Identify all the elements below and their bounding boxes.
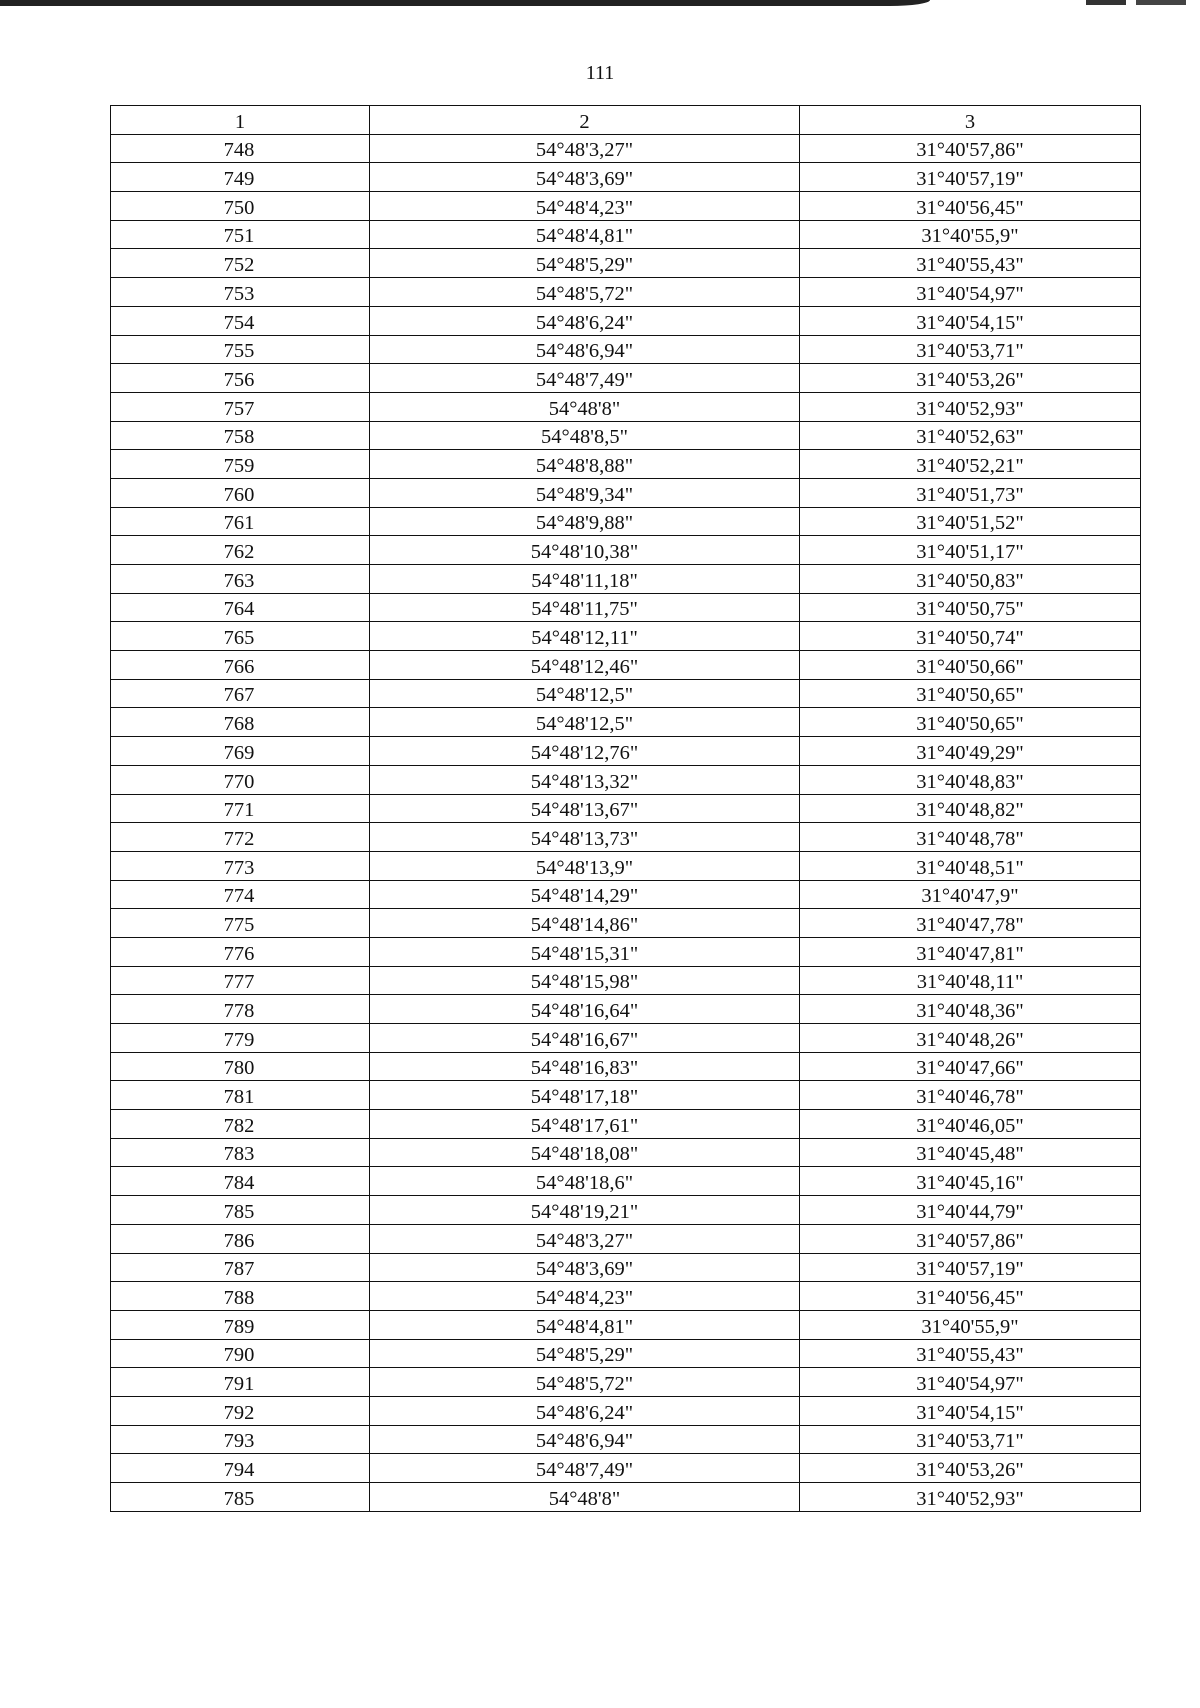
latitude-cell: 54°48'16,64" bbox=[370, 995, 800, 1024]
latitude-cell: 54°48'4,23" bbox=[370, 1282, 800, 1311]
longitude-cell: 31°40'55,9" bbox=[800, 1310, 1141, 1339]
longitude-cell: 31°40'56,45" bbox=[800, 1282, 1141, 1311]
latitude-cell: 54°48'17,18" bbox=[370, 1081, 800, 1110]
longitude-cell: 31°40'48,36" bbox=[800, 995, 1141, 1024]
point-number-cell: 782 bbox=[111, 1110, 370, 1139]
point-number-cell: 789 bbox=[111, 1310, 370, 1339]
longitude-cell: 31°40'48,83" bbox=[800, 765, 1141, 794]
longitude-cell: 31°40'45,16" bbox=[800, 1167, 1141, 1196]
longitude-cell: 31°40'48,26" bbox=[800, 1024, 1141, 1053]
longitude-cell: 31°40'49,29" bbox=[800, 737, 1141, 766]
point-number-cell: 755 bbox=[111, 335, 370, 364]
latitude-cell: 54°48'6,24" bbox=[370, 1396, 800, 1425]
point-number-cell: 749 bbox=[111, 163, 370, 192]
longitude-cell: 31°40'57,19" bbox=[800, 163, 1141, 192]
latitude-cell: 54°48'6,94" bbox=[370, 335, 800, 364]
latitude-cell: 54°48'13,67" bbox=[370, 794, 800, 823]
point-number-cell: 790 bbox=[111, 1339, 370, 1368]
table-row bbox=[111, 1425, 1141, 1454]
point-number-cell: 771 bbox=[111, 794, 370, 823]
longitude-cell: 31°40'53,71" bbox=[800, 1425, 1141, 1454]
point-number-cell: 748 bbox=[111, 134, 370, 163]
point-number-cell: 770 bbox=[111, 765, 370, 794]
table-row bbox=[111, 622, 1141, 651]
longitude-cell: 31°40'51,17" bbox=[800, 536, 1141, 565]
table-body bbox=[111, 134, 1141, 1511]
table-row bbox=[111, 1081, 1141, 1110]
latitude-cell: 54°48'13,73" bbox=[370, 823, 800, 852]
latitude-cell: 54°48'4,81" bbox=[370, 1310, 800, 1339]
latitude-cell: 54°48'7,49" bbox=[370, 1454, 800, 1483]
longitude-cell: 31°40'50,65" bbox=[800, 708, 1141, 737]
longitude-cell: 31°40'55,43" bbox=[800, 1339, 1141, 1368]
table-row bbox=[111, 679, 1141, 708]
table-row bbox=[111, 249, 1141, 278]
longitude-cell: 31°40'45,48" bbox=[800, 1138, 1141, 1167]
point-number-cell: 757 bbox=[111, 392, 370, 421]
longitude-cell: 31°40'53,26" bbox=[800, 364, 1141, 393]
latitude-cell: 54°48'13,32" bbox=[370, 765, 800, 794]
point-number-cell: 792 bbox=[111, 1396, 370, 1425]
point-number-cell: 774 bbox=[111, 880, 370, 909]
longitude-cell: 31°40'54,15" bbox=[800, 1396, 1141, 1425]
longitude-cell: 31°40'54,15" bbox=[800, 306, 1141, 335]
table-row bbox=[111, 421, 1141, 450]
latitude-cell: 54°48'12,76" bbox=[370, 737, 800, 766]
table-row bbox=[111, 937, 1141, 966]
coordinates-table bbox=[110, 105, 1141, 1512]
table-row bbox=[111, 737, 1141, 766]
latitude-cell: 54°48'3,27" bbox=[370, 134, 800, 163]
table-row bbox=[111, 1196, 1141, 1225]
table-row bbox=[111, 966, 1141, 995]
table-row bbox=[111, 1024, 1141, 1053]
latitude-cell: 54°48'8" bbox=[370, 392, 800, 421]
longitude-cell: 31°40'50,66" bbox=[800, 651, 1141, 680]
point-number-cell: 781 bbox=[111, 1081, 370, 1110]
longitude-cell: 31°40'50,74" bbox=[800, 622, 1141, 651]
table-row bbox=[111, 708, 1141, 737]
table-row bbox=[111, 1052, 1141, 1081]
point-number-cell: 751 bbox=[111, 220, 370, 249]
column-header-1: 1 bbox=[111, 106, 370, 135]
scan-edge-artifact-right bbox=[1066, 0, 1186, 5]
page-number: 111 bbox=[585, 62, 615, 84]
latitude-cell: 54°48'17,61" bbox=[370, 1110, 800, 1139]
table-row bbox=[111, 1396, 1141, 1425]
longitude-cell: 31°40'47,78" bbox=[800, 909, 1141, 938]
point-number-cell: 772 bbox=[111, 823, 370, 852]
table-row bbox=[111, 134, 1141, 163]
table-row bbox=[111, 1138, 1141, 1167]
longitude-cell: 31°40'52,21" bbox=[800, 450, 1141, 479]
latitude-cell: 54°48'18,08" bbox=[370, 1138, 800, 1167]
table-row bbox=[111, 651, 1141, 680]
table-row bbox=[111, 1110, 1141, 1139]
table-row bbox=[111, 909, 1141, 938]
latitude-cell: 54°48'3,27" bbox=[370, 1224, 800, 1253]
longitude-cell: 31°40'54,97" bbox=[800, 1368, 1141, 1397]
latitude-cell: 54°48'8,5" bbox=[370, 421, 800, 450]
point-number-cell: 785 bbox=[111, 1483, 370, 1512]
table-row bbox=[111, 1224, 1141, 1253]
latitude-cell: 54°48'5,72" bbox=[370, 1368, 800, 1397]
point-number-cell: 762 bbox=[111, 536, 370, 565]
point-number-cell: 788 bbox=[111, 1282, 370, 1311]
table-row bbox=[111, 823, 1141, 852]
point-number-cell: 765 bbox=[111, 622, 370, 651]
table-row bbox=[111, 851, 1141, 880]
longitude-cell: 31°40'57,86" bbox=[800, 134, 1141, 163]
table-row bbox=[111, 392, 1141, 421]
longitude-cell: 31°40'50,75" bbox=[800, 593, 1141, 622]
latitude-cell: 54°48'15,98" bbox=[370, 966, 800, 995]
latitude-cell: 54°48'16,67" bbox=[370, 1024, 800, 1053]
point-number-cell: 775 bbox=[111, 909, 370, 938]
point-number-cell: 791 bbox=[111, 1368, 370, 1397]
latitude-cell: 54°48'8,88" bbox=[370, 450, 800, 479]
point-number-cell: 779 bbox=[111, 1024, 370, 1053]
point-number-cell: 758 bbox=[111, 421, 370, 450]
longitude-cell: 31°40'51,73" bbox=[800, 478, 1141, 507]
table-row bbox=[111, 306, 1141, 335]
point-number-cell: 763 bbox=[111, 565, 370, 594]
point-number-cell: 787 bbox=[111, 1253, 370, 1282]
latitude-cell: 54°48'19,21" bbox=[370, 1196, 800, 1225]
latitude-cell: 54°48'14,29" bbox=[370, 880, 800, 909]
latitude-cell: 54°48'3,69" bbox=[370, 163, 800, 192]
table-row bbox=[111, 478, 1141, 507]
table-row bbox=[111, 880, 1141, 909]
point-number-cell: 768 bbox=[111, 708, 370, 737]
point-number-cell: 773 bbox=[111, 851, 370, 880]
point-number-cell: 783 bbox=[111, 1138, 370, 1167]
point-number-cell: 752 bbox=[111, 249, 370, 278]
latitude-cell: 54°48'15,31" bbox=[370, 937, 800, 966]
table-row bbox=[111, 1454, 1141, 1483]
longitude-cell: 31°40'55,9" bbox=[800, 220, 1141, 249]
longitude-cell: 31°40'48,78" bbox=[800, 823, 1141, 852]
longitude-cell: 31°40'48,82" bbox=[800, 794, 1141, 823]
latitude-cell: 54°48'3,69" bbox=[370, 1253, 800, 1282]
longitude-cell: 31°40'55,43" bbox=[800, 249, 1141, 278]
column-header-3: 3 bbox=[800, 106, 1141, 135]
longitude-cell: 31°40'57,19" bbox=[800, 1253, 1141, 1282]
latitude-cell: 54°48'7,49" bbox=[370, 364, 800, 393]
table-row bbox=[111, 536, 1141, 565]
latitude-cell: 54°48'11,75" bbox=[370, 593, 800, 622]
table-row bbox=[111, 1310, 1141, 1339]
latitude-cell: 54°48'8" bbox=[370, 1483, 800, 1512]
point-number-cell: 761 bbox=[111, 507, 370, 536]
table-row bbox=[111, 1368, 1141, 1397]
table-row bbox=[111, 335, 1141, 364]
latitude-cell: 54°48'18,6" bbox=[370, 1167, 800, 1196]
table-row bbox=[111, 278, 1141, 307]
latitude-cell: 54°48'16,83" bbox=[370, 1052, 800, 1081]
point-number-cell: 760 bbox=[111, 478, 370, 507]
table-row bbox=[111, 450, 1141, 479]
table-header-row bbox=[111, 106, 1141, 135]
point-number-cell: 778 bbox=[111, 995, 370, 1024]
longitude-cell: 31°40'53,26" bbox=[800, 1454, 1141, 1483]
point-number-cell: 767 bbox=[111, 679, 370, 708]
table-row bbox=[111, 1253, 1141, 1282]
latitude-cell: 54°48'12,5" bbox=[370, 708, 800, 737]
column-header-2: 2 bbox=[370, 106, 800, 135]
point-number-cell: 756 bbox=[111, 364, 370, 393]
point-number-cell: 769 bbox=[111, 737, 370, 766]
point-number-cell: 786 bbox=[111, 1224, 370, 1253]
longitude-cell: 31°40'57,86" bbox=[800, 1224, 1141, 1253]
point-number-cell: 784 bbox=[111, 1167, 370, 1196]
latitude-cell: 54°48'12,11" bbox=[370, 622, 800, 651]
longitude-cell: 31°40'52,93" bbox=[800, 392, 1141, 421]
point-number-cell: 764 bbox=[111, 593, 370, 622]
point-number-cell: 777 bbox=[111, 966, 370, 995]
point-number-cell: 794 bbox=[111, 1454, 370, 1483]
table-row bbox=[111, 1282, 1141, 1311]
latitude-cell: 54°48'6,94" bbox=[370, 1425, 800, 1454]
table-row bbox=[111, 1339, 1141, 1368]
latitude-cell: 54°48'13,9" bbox=[370, 851, 800, 880]
table-row bbox=[111, 1483, 1141, 1512]
scan-edge-artifact bbox=[0, 0, 930, 6]
latitude-cell: 54°48'5,72" bbox=[370, 278, 800, 307]
table-row bbox=[111, 163, 1141, 192]
longitude-cell: 31°40'47,9" bbox=[800, 880, 1141, 909]
latitude-cell: 54°48'12,46" bbox=[370, 651, 800, 680]
longitude-cell: 31°40'46,78" bbox=[800, 1081, 1141, 1110]
longitude-cell: 31°40'44,79" bbox=[800, 1196, 1141, 1225]
table-row bbox=[111, 1167, 1141, 1196]
latitude-cell: 54°48'5,29" bbox=[370, 249, 800, 278]
latitude-cell: 54°48'11,18" bbox=[370, 565, 800, 594]
longitude-cell: 31°40'47,66" bbox=[800, 1052, 1141, 1081]
latitude-cell: 54°48'6,24" bbox=[370, 306, 800, 335]
longitude-cell: 31°40'54,97" bbox=[800, 278, 1141, 307]
table-row bbox=[111, 794, 1141, 823]
latitude-cell: 54°48'10,38" bbox=[370, 536, 800, 565]
longitude-cell: 31°40'50,83" bbox=[800, 565, 1141, 594]
point-number-cell: 785 bbox=[111, 1196, 370, 1225]
longitude-cell: 31°40'47,81" bbox=[800, 937, 1141, 966]
longitude-cell: 31°40'50,65" bbox=[800, 679, 1141, 708]
point-number-cell: 750 bbox=[111, 192, 370, 221]
latitude-cell: 54°48'5,29" bbox=[370, 1339, 800, 1368]
latitude-cell: 54°48'9,88" bbox=[370, 507, 800, 536]
table-row bbox=[111, 995, 1141, 1024]
point-number-cell: 780 bbox=[111, 1052, 370, 1081]
longitude-cell: 31°40'52,63" bbox=[800, 421, 1141, 450]
latitude-cell: 54°48'12,5" bbox=[370, 679, 800, 708]
longitude-cell: 31°40'51,52" bbox=[800, 507, 1141, 536]
table-row bbox=[111, 192, 1141, 221]
table-row bbox=[111, 364, 1141, 393]
point-number-cell: 759 bbox=[111, 450, 370, 479]
point-number-cell: 793 bbox=[111, 1425, 370, 1454]
longitude-cell: 31°40'48,11" bbox=[800, 966, 1141, 995]
longitude-cell: 31°40'52,93" bbox=[800, 1483, 1141, 1512]
point-number-cell: 754 bbox=[111, 306, 370, 335]
point-number-cell: 766 bbox=[111, 651, 370, 680]
longitude-cell: 31°40'48,51" bbox=[800, 851, 1141, 880]
table-row bbox=[111, 593, 1141, 622]
point-number-cell: 753 bbox=[111, 278, 370, 307]
latitude-cell: 54°48'14,86" bbox=[370, 909, 800, 938]
longitude-cell: 31°40'46,05" bbox=[800, 1110, 1141, 1139]
latitude-cell: 54°48'9,34" bbox=[370, 478, 800, 507]
longitude-cell: 31°40'56,45" bbox=[800, 192, 1141, 221]
latitude-cell: 54°48'4,81" bbox=[370, 220, 800, 249]
point-number-cell: 776 bbox=[111, 937, 370, 966]
longitude-cell: 31°40'53,71" bbox=[800, 335, 1141, 364]
table-row bbox=[111, 565, 1141, 594]
table-row bbox=[111, 507, 1141, 536]
latitude-cell: 54°48'4,23" bbox=[370, 192, 800, 221]
table-row bbox=[111, 765, 1141, 794]
table-row bbox=[111, 220, 1141, 249]
